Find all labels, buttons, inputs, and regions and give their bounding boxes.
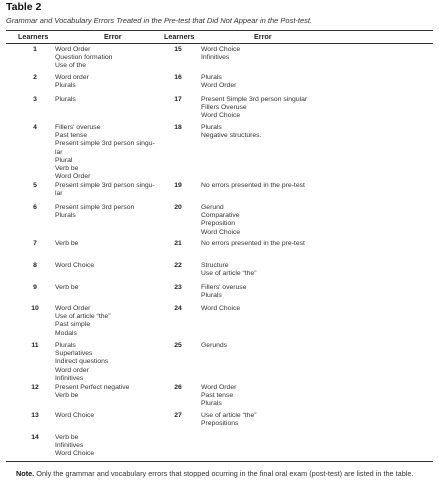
error-item: Past tense bbox=[55, 132, 88, 140]
error-item: Word Choice bbox=[55, 262, 95, 269]
learner-number: 25 bbox=[174, 342, 182, 349]
error-item: Gerund bbox=[201, 204, 224, 211]
error-item: Plural bbox=[55, 156, 73, 164]
error-item: Plurals bbox=[201, 124, 222, 131]
table-header-rule bbox=[6, 43, 433, 44]
error-item: Fillers' overuse bbox=[201, 284, 247, 291]
learner-number: 3 bbox=[33, 96, 37, 103]
error-list bbox=[55, 262, 163, 270]
error-list bbox=[201, 240, 331, 248]
error-item: Use of the bbox=[55, 62, 86, 70]
learner-number: 8 bbox=[33, 262, 37, 269]
learner-number: 1 bbox=[33, 46, 37, 53]
error-item: Plurals bbox=[55, 82, 76, 90]
error-item: Structure bbox=[201, 262, 229, 269]
table-bottom-rule bbox=[6, 461, 433, 462]
error-item: Word Order bbox=[55, 46, 91, 53]
error-item: Verb be bbox=[55, 434, 79, 441]
error-item: Word Choice bbox=[55, 450, 95, 458]
error-item: Plurals bbox=[55, 96, 76, 103]
error-item: Preposition bbox=[201, 220, 236, 228]
error-list bbox=[55, 240, 163, 248]
error-item: lar bbox=[55, 148, 63, 156]
error-item: Present Simple 3rd person singular bbox=[201, 96, 308, 103]
learner-number: 16 bbox=[174, 74, 182, 81]
learner-number: 11 bbox=[31, 342, 39, 349]
error-list bbox=[55, 124, 163, 181]
learner-number: 18 bbox=[174, 124, 182, 131]
error-item: Fillers' overuse bbox=[55, 124, 101, 131]
error-item: Word Choice bbox=[201, 112, 241, 120]
error-item: Infinitives bbox=[55, 374, 84, 382]
error-list bbox=[201, 46, 331, 62]
header-right-error: Error bbox=[254, 32, 272, 41]
learner-number: 10 bbox=[31, 305, 39, 312]
error-item: Word Order bbox=[55, 173, 91, 181]
learner-number: 9 bbox=[33, 284, 37, 291]
error-list bbox=[55, 284, 163, 292]
error-item: Use of article “the” bbox=[201, 270, 257, 278]
note-label: Note. bbox=[16, 469, 35, 478]
error-item: Plurals bbox=[55, 212, 76, 220]
error-list bbox=[201, 384, 331, 409]
error-item: Infinitives bbox=[55, 442, 84, 450]
error-item: No errors presented in the pre-test bbox=[201, 182, 305, 189]
error-list bbox=[55, 412, 163, 420]
table-caption: Grammar and Vocabulary Errors Treated in the Pre-test that Did Not Appear in the Post-test. bbox=[6, 16, 313, 25]
error-item: Present Perfect negative bbox=[55, 384, 130, 391]
learner-number: 6 bbox=[33, 204, 37, 211]
error-item: Plurals bbox=[201, 400, 222, 408]
error-item: lar bbox=[55, 190, 63, 198]
header-left-error: Error bbox=[104, 32, 122, 41]
error-item: Indirect questions bbox=[55, 358, 109, 366]
error-list bbox=[55, 384, 163, 400]
error-item: Fillers Overuse bbox=[201, 104, 247, 112]
error-item: Gerunds bbox=[201, 342, 228, 349]
error-list bbox=[201, 342, 331, 350]
learner-number: 13 bbox=[31, 412, 39, 419]
learner-number: 4 bbox=[33, 124, 37, 131]
error-list bbox=[201, 96, 331, 121]
error-item: Verb be bbox=[55, 165, 79, 173]
error-list bbox=[201, 74, 331, 90]
error-item: Prepositions bbox=[201, 420, 239, 428]
error-item: Modals bbox=[55, 329, 77, 337]
error-item: Word Order bbox=[201, 384, 237, 391]
header-left-learners: Learners bbox=[18, 32, 49, 41]
error-list bbox=[201, 284, 331, 300]
table-top-rule bbox=[6, 30, 433, 31]
error-list bbox=[201, 305, 331, 313]
error-item: Question formation bbox=[55, 54, 113, 62]
learner-number: 27 bbox=[174, 412, 182, 419]
error-item: Word Choice bbox=[201, 46, 241, 53]
learner-number: 21 bbox=[174, 240, 182, 247]
error-list bbox=[201, 124, 331, 140]
note-text: Only the grammar and vocabulary errors that stopped ocurring in the final oral exam (post-test) are listed in the table. bbox=[36, 469, 414, 478]
error-item: Word Choice bbox=[55, 412, 95, 419]
learner-number: 23 bbox=[174, 284, 182, 291]
error-list bbox=[55, 182, 163, 198]
table-note bbox=[16, 469, 413, 478]
error-list bbox=[55, 342, 163, 383]
error-item: Past simple bbox=[55, 321, 91, 329]
table-number: Table 2 bbox=[6, 1, 42, 13]
error-list bbox=[201, 412, 331, 428]
error-item: Present simple 3rd person singu- bbox=[55, 182, 155, 189]
learner-number: 2 bbox=[33, 74, 37, 81]
error-item: Superlatives bbox=[55, 350, 93, 358]
learner-number: 12 bbox=[31, 384, 39, 391]
error-list bbox=[55, 96, 163, 104]
learner-number: 7 bbox=[33, 240, 37, 247]
error-item: Negative structures. bbox=[201, 132, 262, 140]
learner-number: 14 bbox=[31, 434, 39, 441]
learner-number: 5 bbox=[33, 182, 37, 189]
header-right-learners: Learners bbox=[164, 32, 195, 41]
error-item: Verb be bbox=[55, 392, 79, 400]
error-item: Past tense bbox=[201, 392, 234, 400]
error-item: Word Choice bbox=[201, 305, 241, 312]
learner-number: 22 bbox=[174, 262, 182, 269]
learner-number: 17 bbox=[174, 96, 182, 103]
error-item: Word Choice bbox=[201, 228, 241, 236]
error-item: Present simple 3rd person singu- bbox=[55, 140, 155, 148]
error-list bbox=[55, 46, 163, 71]
error-item: Verb be bbox=[55, 284, 79, 291]
error-item: Word Order bbox=[55, 305, 91, 312]
error-item: Use of article “the” bbox=[201, 412, 257, 419]
error-item: Plurals bbox=[201, 74, 222, 81]
learner-number: 26 bbox=[174, 384, 182, 391]
error-item: Present simple 3rd person bbox=[55, 204, 135, 211]
learner-number: 15 bbox=[174, 46, 182, 53]
error-list bbox=[55, 434, 163, 459]
error-item: Plurals bbox=[55, 342, 76, 349]
error-list bbox=[201, 262, 331, 278]
error-list bbox=[55, 305, 163, 338]
error-item: Word Order bbox=[201, 82, 237, 90]
error-list bbox=[55, 204, 163, 220]
error-item: Verb be bbox=[55, 240, 79, 247]
error-item: Word order bbox=[55, 74, 89, 81]
error-item: Use of article “the” bbox=[55, 313, 111, 321]
error-item: No errors presented in the pre-test bbox=[201, 240, 305, 247]
error-item: Word order bbox=[55, 366, 89, 374]
learner-number: 19 bbox=[174, 182, 182, 189]
error-item: Comparative bbox=[201, 212, 240, 220]
error-item: Plurals bbox=[201, 292, 222, 300]
error-list bbox=[201, 204, 331, 237]
learner-number: 24 bbox=[174, 305, 182, 312]
error-list bbox=[55, 74, 163, 90]
error-list bbox=[201, 182, 331, 190]
error-item: Infinitives bbox=[201, 54, 230, 62]
learner-number: 20 bbox=[174, 204, 182, 211]
